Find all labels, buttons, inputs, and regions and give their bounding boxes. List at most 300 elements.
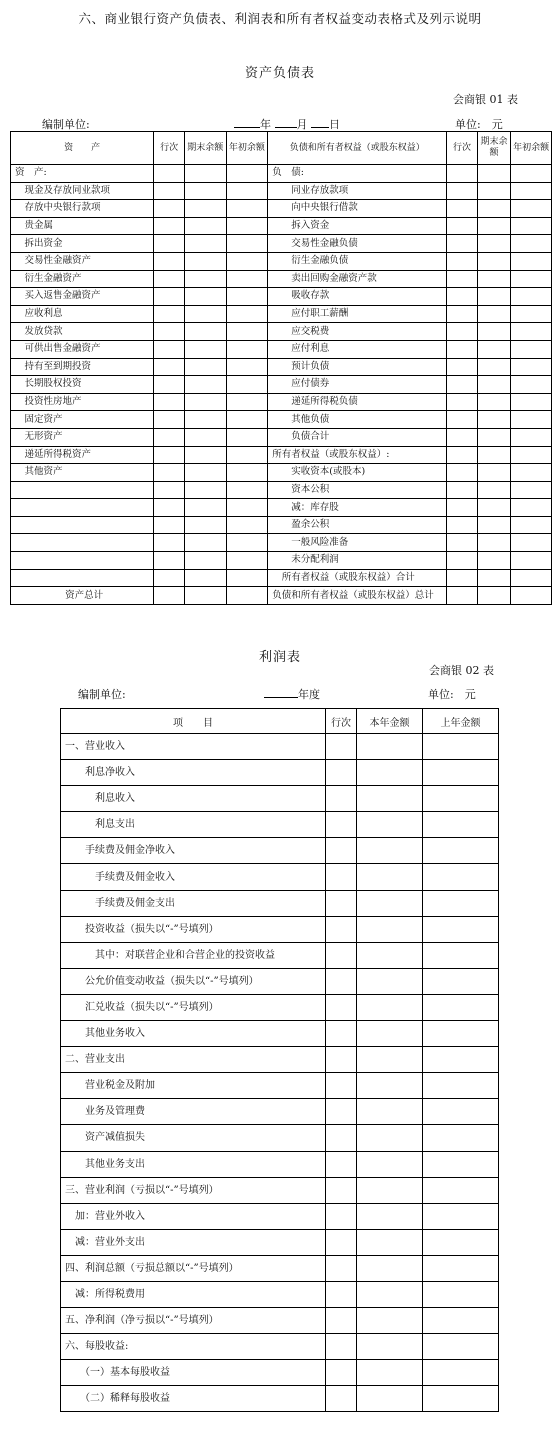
asset-year-begin (226, 376, 268, 394)
liability-year-begin (511, 534, 552, 552)
liability-year-begin (511, 288, 552, 306)
item-prior-year (423, 890, 499, 916)
table-row (11, 235, 552, 253)
liability-row-no (447, 393, 478, 411)
item-row-no (326, 1203, 357, 1229)
item-label: 汇兑收益（损失以“-”号填列） (61, 994, 326, 1020)
table-row (61, 1177, 499, 1203)
item-prior-year (423, 1047, 499, 1073)
liability-label: 拆入资金 (268, 217, 447, 235)
item-current-year (357, 786, 423, 812)
asset-year-begin (226, 252, 268, 270)
header-year-begin-2: 年初余额 (511, 132, 552, 165)
liability-year-begin (511, 587, 552, 605)
item-label: 四、利润总额（亏损总额以“-”号填列） (61, 1255, 326, 1281)
asset-row-no (154, 376, 185, 394)
table-row (11, 200, 552, 218)
table-row (61, 1047, 499, 1073)
balance-sheet-date (234, 116, 340, 132)
liability-year-begin (511, 499, 552, 517)
item-row-no (326, 1281, 357, 1307)
table-row (11, 252, 552, 270)
table-row (61, 994, 499, 1020)
asset-year-begin (226, 552, 268, 570)
asset-label (11, 534, 154, 552)
liability-label: 应付债券 (268, 376, 447, 394)
liability-row-no (447, 270, 478, 288)
liability-period-end (477, 340, 511, 358)
asset-label: 可供出售金融资产 (11, 340, 154, 358)
item-label: 五、净利润（净亏损以“-”号填列） (61, 1308, 326, 1334)
liability-label: 向中央银行借款 (268, 200, 447, 218)
asset-year-begin (226, 534, 268, 552)
asset-year-begin (226, 481, 268, 499)
asset-label: 发放贷款 (11, 323, 154, 341)
table-row (61, 1125, 499, 1151)
table-row (11, 393, 552, 411)
item-prior-year (423, 942, 499, 968)
table-row (61, 1151, 499, 1177)
asset-year-begin (226, 340, 268, 358)
liability-row-no (447, 288, 478, 306)
liability-row-no (447, 252, 478, 270)
asset-year-begin (226, 464, 268, 482)
liability-year-begin (511, 464, 552, 482)
item-current-year (357, 942, 423, 968)
table-row (11, 464, 552, 482)
asset-row-no (154, 411, 185, 429)
asset-period-end (184, 534, 226, 552)
liability-period-end (477, 235, 511, 253)
table-row (11, 165, 552, 183)
asset-year-begin (226, 428, 268, 446)
item-prior-year (423, 1151, 499, 1177)
item-label: 其中：对联营企业和合营企业的投资收益 (61, 942, 326, 968)
asset-period-end (184, 481, 226, 499)
item-prior-year (423, 1308, 499, 1334)
item-prior-year (423, 786, 499, 812)
table-row (11, 270, 552, 288)
item-label: 营业税金及附加 (61, 1073, 326, 1099)
liability-row-no (447, 446, 478, 464)
header-item: 项 目 (61, 709, 326, 734)
item-prior-year (423, 1334, 499, 1360)
liability-period-end (477, 446, 511, 464)
asset-year-begin (226, 499, 268, 517)
table-row (61, 1021, 499, 1047)
asset-label: 长期股权投资 (11, 376, 154, 394)
liability-row-no (447, 358, 478, 376)
liability-label: 负债合计 (268, 428, 447, 446)
asset-label: 固定资产 (11, 411, 154, 429)
liability-row-no (447, 217, 478, 235)
asset-label: 其他资产 (11, 464, 154, 482)
item-row-no (326, 890, 357, 916)
asset-period-end (184, 235, 226, 253)
table-row (11, 428, 552, 446)
asset-row-no (154, 358, 185, 376)
table-row (61, 1073, 499, 1099)
item-label: 利息净收入 (61, 760, 326, 786)
liability-year-begin (511, 305, 552, 323)
liability-period-end (477, 358, 511, 376)
item-current-year (357, 1386, 423, 1412)
table-row (11, 569, 552, 587)
liability-row-no (447, 534, 478, 552)
liability-period-end (477, 165, 511, 183)
liability-year-begin (511, 217, 552, 235)
item-row-no (326, 812, 357, 838)
liability-row-no (447, 481, 478, 499)
item-row-no (326, 968, 357, 994)
liability-year-begin (511, 393, 552, 411)
liability-label: 所有者权益（或股东权益）合计 (268, 569, 447, 587)
asset-row-no (154, 464, 185, 482)
table-row (61, 838, 499, 864)
item-prior-year (423, 1281, 499, 1307)
asset-label (11, 552, 154, 570)
asset-row-no (154, 534, 185, 552)
item-row-no (326, 916, 357, 942)
liability-period-end (477, 270, 511, 288)
item-row-no (326, 838, 357, 864)
item-label: 加：营业外收入 (61, 1203, 326, 1229)
liability-period-end (477, 499, 511, 517)
liability-row-no (447, 200, 478, 218)
item-row-no (326, 1386, 357, 1412)
item-row-no (326, 1360, 357, 1386)
liability-year-begin (511, 182, 552, 200)
asset-year-begin (226, 305, 268, 323)
item-label: 投资收益（损失以“-”号填列） (61, 916, 326, 942)
table-row (11, 305, 552, 323)
balance-sheet-unit-label: 编制单位: (42, 118, 90, 131)
table-row (61, 1255, 499, 1281)
item-current-year (357, 1099, 423, 1125)
asset-row-no (154, 217, 185, 235)
table-row (61, 1281, 499, 1307)
asset-label: 持有至到期投资 (11, 358, 154, 376)
liability-row-no (447, 323, 478, 341)
table-row (61, 1099, 499, 1125)
asset-period-end (184, 411, 226, 429)
header-row-no: 行次 (154, 132, 185, 165)
liability-year-begin (511, 235, 552, 253)
table-row (11, 340, 552, 358)
income-statement-title: 利润表 (258, 650, 301, 665)
asset-label: 贵金属 (11, 217, 154, 235)
liability-row-no (447, 516, 478, 534)
asset-period-end (184, 516, 226, 534)
item-current-year (357, 1203, 423, 1229)
item-label: 手续费及佣金支出 (61, 890, 326, 916)
asset-year-begin (226, 182, 268, 200)
liability-period-end (477, 552, 511, 570)
liability-period-end (477, 428, 511, 446)
liability-year-begin (511, 270, 552, 288)
item-prior-year (423, 1125, 499, 1151)
asset-label: 递延所得税资产 (11, 446, 154, 464)
item-current-year (357, 1281, 423, 1307)
liability-label: 同业存放款项 (268, 182, 447, 200)
liability-label: 负 债: (268, 165, 447, 183)
liability-label: 应付利息 (268, 340, 447, 358)
liability-label: 卖出回购金融资产款 (268, 270, 447, 288)
header-row-no: 行次 (326, 709, 357, 734)
item-current-year (357, 1334, 423, 1360)
asset-label: 存放中央银行款项 (11, 200, 154, 218)
liability-row-no (447, 235, 478, 253)
item-prior-year (423, 1229, 499, 1255)
header-row-no-2: 行次 (447, 132, 478, 165)
asset-row-no (154, 428, 185, 446)
liability-period-end (477, 252, 511, 270)
item-prior-year (423, 1360, 499, 1386)
liability-period-end (477, 411, 511, 429)
asset-year-begin (226, 323, 268, 341)
item-prior-year (423, 1203, 499, 1229)
table-row (11, 411, 552, 429)
asset-label: 现金及存放同业款项 (11, 182, 154, 200)
asset-label: 买入返售金融资产 (11, 288, 154, 306)
item-label: （二）稀释每股收益 (61, 1386, 326, 1412)
liability-label: 应交税费 (268, 323, 447, 341)
asset-year-begin (226, 411, 268, 429)
item-current-year (357, 1073, 423, 1099)
liability-year-begin (511, 252, 552, 270)
date-year: 年 (260, 118, 271, 131)
asset-label: 应收利息 (11, 305, 154, 323)
asset-period-end (184, 376, 226, 394)
liability-year-begin (511, 323, 552, 341)
liability-period-end (477, 534, 511, 552)
asset-row-no (154, 252, 185, 270)
liability-period-end (477, 376, 511, 394)
header-period-end-2: 期末余额 (477, 132, 511, 165)
date-month: 月 (296, 118, 308, 131)
table-row (11, 323, 552, 341)
asset-row-no (154, 587, 185, 605)
liability-row-no (447, 340, 478, 358)
item-current-year (357, 1021, 423, 1047)
liability-year-begin (511, 569, 552, 587)
asset-year-begin (226, 587, 268, 605)
table-row (61, 1308, 499, 1334)
asset-period-end (184, 569, 226, 587)
item-current-year (357, 1255, 423, 1281)
table-row (61, 1386, 499, 1412)
item-current-year (357, 864, 423, 890)
item-current-year (357, 838, 423, 864)
asset-period-end (184, 587, 226, 605)
item-prior-year (423, 994, 499, 1020)
item-row-no (326, 760, 357, 786)
document-heading: 六、商业银行资产负债表、利润表和所有者权益变动表格式及列示说明 (78, 11, 482, 26)
item-label: 手续费及佣金净收入 (61, 838, 326, 864)
item-current-year (357, 994, 423, 1020)
table-row (11, 217, 552, 235)
asset-period-end (184, 552, 226, 570)
liability-year-begin (511, 376, 552, 394)
table-row (11, 534, 552, 552)
liability-row-no (447, 464, 478, 482)
item-row-no (326, 1255, 357, 1281)
item-prior-year (423, 1255, 499, 1281)
liability-row-no (447, 587, 478, 605)
asset-period-end (184, 200, 226, 218)
liability-period-end (477, 464, 511, 482)
asset-period-end (184, 165, 226, 183)
item-current-year (357, 760, 423, 786)
header-asset: 资 产 (11, 132, 154, 165)
item-prior-year (423, 812, 499, 838)
liability-label: 所有者权益（或股东权益）: (268, 446, 447, 464)
asset-year-begin (226, 288, 268, 306)
asset-label (11, 569, 154, 587)
item-current-year (357, 890, 423, 916)
income-statement-unit-label: 编制单位: (78, 688, 126, 701)
liability-label: 预计负债 (268, 358, 447, 376)
asset-row-no (154, 516, 185, 534)
liability-year-begin (511, 411, 552, 429)
item-row-no (326, 1308, 357, 1334)
item-prior-year (423, 1177, 499, 1203)
liability-row-no (447, 552, 478, 570)
liability-period-end (477, 516, 511, 534)
asset-year-begin (226, 446, 268, 464)
asset-period-end (184, 446, 226, 464)
asset-period-end (184, 323, 226, 341)
header-prior-year: 上年金额 (423, 709, 499, 734)
item-current-year (357, 812, 423, 838)
asset-year-begin (226, 165, 268, 183)
asset-label: 无形资产 (11, 428, 154, 446)
item-label: 减：营业外支出 (61, 1229, 326, 1255)
table-row (61, 1203, 499, 1229)
asset-period-end (184, 499, 226, 517)
asset-period-end (184, 393, 226, 411)
asset-year-begin (226, 200, 268, 218)
table-row (61, 916, 499, 942)
item-current-year (357, 1177, 423, 1203)
asset-year-begin (226, 569, 268, 587)
item-prior-year (423, 864, 499, 890)
liability-year-begin (511, 200, 552, 218)
asset-row-no (154, 270, 185, 288)
item-prior-year (423, 916, 499, 942)
asset-label: 投资性房地产 (11, 393, 154, 411)
balance-sheet-title: 资产负债表 (244, 66, 315, 81)
liability-label: 未分配利润 (268, 552, 447, 570)
liability-year-begin (511, 428, 552, 446)
asset-period-end (184, 428, 226, 446)
asset-row-no (154, 569, 185, 587)
liability-row-no (447, 428, 478, 446)
item-label: 二、营业支出 (61, 1047, 326, 1073)
liability-row-no (447, 182, 478, 200)
item-label: 一、营业收入 (61, 734, 326, 760)
liability-row-no (447, 499, 478, 517)
income-statement-period: 年度 (264, 686, 320, 702)
asset-period-end (184, 305, 226, 323)
asset-year-begin (226, 235, 268, 253)
asset-row-no (154, 305, 185, 323)
item-row-no (326, 1334, 357, 1360)
header-period-end: 期末余额 (184, 132, 226, 165)
asset-label (11, 499, 154, 517)
liability-period-end (477, 587, 511, 605)
liability-year-begin (511, 446, 552, 464)
liability-row-no (447, 411, 478, 429)
header-current-year: 本年金额 (357, 709, 423, 734)
liability-period-end (477, 217, 511, 235)
asset-period-end (184, 464, 226, 482)
item-row-no (326, 1229, 357, 1255)
table-row (61, 786, 499, 812)
liability-year-begin (511, 516, 552, 534)
asset-row-no (154, 165, 185, 183)
liability-label: 实收资本(或股本) (268, 464, 447, 482)
asset-period-end (184, 217, 226, 235)
table-row (11, 516, 552, 534)
liability-label: 吸收存款 (268, 288, 447, 306)
table-row (11, 288, 552, 306)
balance-sheet-table (10, 131, 552, 605)
liability-label: 衍生金融负债 (268, 252, 447, 270)
asset-label: 交易性金融资产 (11, 252, 154, 270)
asset-period-end (184, 288, 226, 306)
table-row (61, 968, 499, 994)
table-row (11, 587, 552, 605)
liability-row-no (447, 165, 478, 183)
liability-year-begin (511, 165, 552, 183)
asset-row-no (154, 340, 185, 358)
table-row (11, 446, 552, 464)
table-row (61, 1360, 499, 1386)
asset-row-no (154, 393, 185, 411)
item-current-year (357, 1047, 423, 1073)
asset-row-no (154, 235, 185, 253)
liability-year-begin (511, 481, 552, 499)
item-prior-year (423, 1021, 499, 1047)
liability-label: 盈余公积 (268, 516, 447, 534)
item-row-no (326, 864, 357, 890)
item-row-no (326, 1073, 357, 1099)
item-current-year (357, 1125, 423, 1151)
item-row-no (326, 1021, 357, 1047)
asset-period-end (184, 252, 226, 270)
asset-row-no (154, 481, 185, 499)
asset-row-no (154, 288, 185, 306)
asset-year-begin (226, 516, 268, 534)
item-row-no (326, 786, 357, 812)
asset-label (11, 481, 154, 499)
table-row (61, 812, 499, 838)
item-row-no (326, 1151, 357, 1177)
income-statement-currency: 单位: 元 (428, 688, 476, 701)
item-prior-year (423, 1073, 499, 1099)
income-statement-header-row (61, 709, 499, 734)
item-prior-year (423, 760, 499, 786)
liability-period-end (477, 305, 511, 323)
asset-year-begin (226, 217, 268, 235)
header-liability: 负债和所有者权益（或股东权益） (268, 132, 447, 165)
table-row (61, 1334, 499, 1360)
asset-year-begin (226, 358, 268, 376)
table-row (61, 890, 499, 916)
item-row-no (326, 994, 357, 1020)
item-label: 业务及管理费 (61, 1099, 326, 1125)
